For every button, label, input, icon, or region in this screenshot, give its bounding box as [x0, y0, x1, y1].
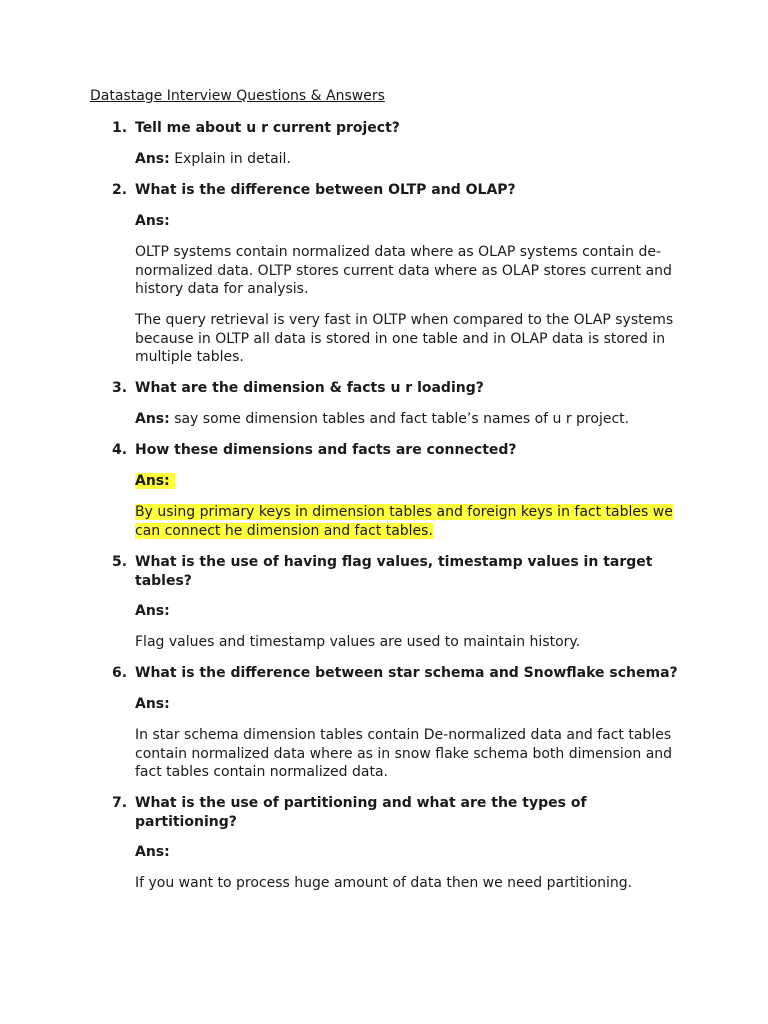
answer-6-label	[135, 695, 680, 714]
answer-paragraph: If you want to process huge amount of data then we need partitioning.	[135, 875, 633, 891]
question-4	[112, 441, 682, 460]
answer-paragraph-highlighted	[135, 503, 680, 540]
highlighted-answer-text: By using primary keys in dimension tables and foreign keys in fact tables we can connect he dimension and fact tables.	[135, 504, 673, 539]
question-number: 6.	[112, 665, 128, 681]
answer-paragraph: Flag values and timestamp values are used to maintain history.	[135, 634, 581, 650]
answer-2-label	[135, 212, 680, 231]
question-5	[112, 553, 682, 590]
ans-label: Ans:	[135, 696, 170, 712]
question-number: 2.	[112, 182, 128, 198]
answer-4-label	[135, 472, 680, 491]
question-6	[112, 664, 682, 683]
question-number: 7.	[112, 795, 128, 811]
question-text: How these dimensions and facts are connected?	[135, 442, 517, 458]
question-3	[112, 379, 682, 398]
answer-paragraph: OLTP systems contain normalized data where as OLAP systems contain de-normalized data. OLTP stores current data where as OLAP stores current and history data for analysis.	[135, 244, 672, 297]
ans-label: Ans:	[135, 603, 170, 619]
answer-paragraph: In star schema dimension tables contain De-normalized data and fact tables contain normalized data where as in snow flake schema both dimension and fact tables contain normalized data.	[135, 727, 673, 780]
ans-label: Ans:	[135, 151, 170, 167]
ans-label: Ans:	[135, 844, 170, 860]
question-7	[112, 794, 682, 831]
question-text: What is the difference between star schema and Snowflake schema?	[135, 665, 678, 681]
answer-1	[135, 150, 680, 169]
answer-paragraph: The query retrieval is very fast in OLTP when compared to the OLAP systems because in OLTP all data is stored in one table and in OLAP data is stored in multiple tables.	[135, 312, 674, 365]
answer-text: say some dimension tables and fact table’s names of u r project.	[174, 411, 630, 427]
question-text: What is the use of partitioning and what are the types of partitioning?	[135, 795, 587, 830]
answer-3	[135, 410, 680, 429]
ans-label: Ans:	[135, 411, 170, 427]
question-1	[112, 119, 682, 138]
answer-5-label	[135, 602, 680, 621]
question-number: 5.	[112, 554, 128, 570]
question-text: What is the difference between OLTP and OLAP?	[135, 182, 516, 198]
question-number: 4.	[112, 442, 128, 458]
document-title: Datastage Interview Questions & Answers	[90, 88, 385, 104]
question-text: What are the dimension & facts u r loading?	[135, 380, 484, 396]
ans-label: Ans:	[135, 213, 170, 229]
question-number: 1.	[112, 120, 128, 136]
question-2	[112, 181, 682, 200]
ans-label-highlighted: Ans:	[135, 473, 175, 489]
answer-7-label	[135, 843, 680, 862]
question-number: 3.	[112, 380, 128, 396]
answer-text: Explain in detail.	[174, 151, 291, 167]
question-text: What is the use of having flag values, timestamp values in target tables?	[135, 554, 653, 589]
question-text: Tell me about u r current project?	[135, 120, 400, 136]
